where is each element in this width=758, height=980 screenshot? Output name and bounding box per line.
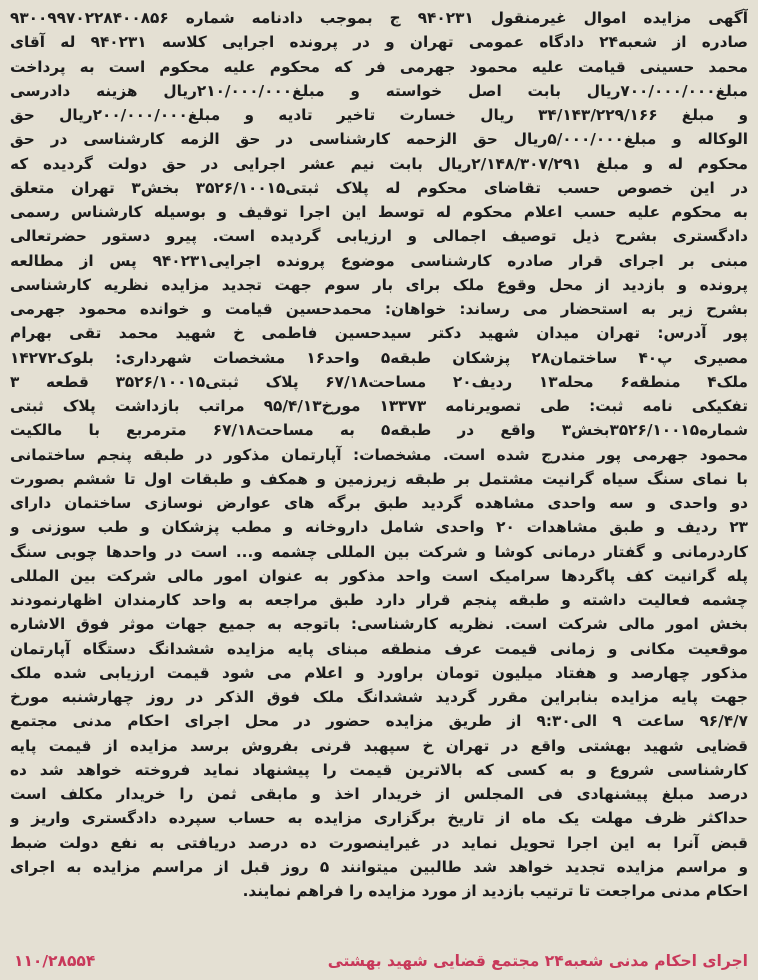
notice-line: و مبلغ ۳۴/۱۴۳/۲۲۹/۱۶۶ ریال خسارت تاخیر تادیه و مبلغ۲۰۰/۰۰۰/۰۰۰ریال حق [10,106,748,124]
notice-line: کاردرمانی و گفتار درمانی کوشا و شرکت بین المللی چشمه و... است در واحدها چوبی سنگ [10,542,748,561]
notice-line: مصیری پ۴۰ ساختمان۲۸ پزشکان طبقه۵ واحد۱۶ مشخصات شهرداری: بلوک۱۴۲۷۲ [10,348,748,367]
notice-body [10,6,748,903]
notice-line: چشمه فعالیت داشته و طبقه پنجم قرار دارد طبق مراجعه به واحد کارمندان اظهارنمودند [10,591,748,609]
issuer-signature: اجرای احکام مدنی شعبه۲۴ مجتمع قضایی شهید بهشتی [327,952,748,970]
notice-line: شماره۳۵۲۶/۱۰۰۱۵بخش۳ واقع در طبقه۵ به مساحت۶۷/۱۸ مترمربع با مالکیت [10,421,748,440]
notice-line: جهت پایه مزایده بنابراین مقرر گردید ششدانگ ملک فوق الذکر در روز چهارشنبه مورخ [10,688,748,706]
notice-line: ۹۶/۴/۷ ساعت ۹ الی۹:۳۰ از طریق مزایده حضور در محل اجرای احکام مدنی مجتمع [10,712,748,731]
notice-line: بشرح زیر به استحضار می رساند: خواهان: محمدحسین قیامت و خوانده محمود جهرمی [10,300,748,318]
notice-line: به محکوم علیه حسب اعلام محکوم له توسط این اجرا توقیف و بوسیله کارشناس رسمی [10,203,748,221]
notice-line: مبنی بر اجرای قرار صادره کارشناسی موضوع پرونده اجرایی۹۴۰۲۳۱ پس از مطالعه [10,251,748,270]
notice-line: محمد حسینی قیامت علیه محمود جهرمی فر که محکوم علیه محکوم است به پرداخت [10,57,748,76]
notice-line: محمود جهرمی پور مندرج شده است. مشخصات: آپارتمان مذکور در طبقه پنجم ساختمانی [10,445,748,464]
notice-line: با نمای سنگ سیاه گرانیت مشتمل بر طبقه زیرزمین و همکف و طبقات اول تا ششم بصورت [10,469,748,488]
notice-line: درصد مبلغ پیشنهادی فی المجلس از خریدار اخذ و مابقی ثمن را خریدار مکلف است [10,785,748,803]
notice-line: مبلغ۷۰۰/۰۰۰/۰۰۰ریال بابت اصل خواسته و مبلغ۲۱۰/۰۰۰/۰۰۰ریال هزینه دادرسی [10,81,748,100]
notice-line: احکام مدنی مراجعت تا ترتیب بازدید از مورد مزایده را فراهم نمایند. [242,882,748,900]
notice-footer [10,948,748,974]
notice-line: قضایی شهید بهشتی واقع در تهران خ سپهبد قرنی بفروش برسد مزایده از قیمت پایه [10,736,748,755]
notice-line: صادره از شعبه۲۴ دادگاه عمومی تهران و در پرونده اجرایی کلاسه ۹۴۰۲۳۱ له آقای [10,33,748,52]
notice-code: ۱۱۰/۲۸۵۵۴ [14,952,96,970]
notice-line: دادگستری بشرح ذیل توصیف اجمالی و ارزیابی گردیده است. پیرو دستور حضرتعالی [10,227,748,246]
notice-line: کارشناسی شروع و به کسی که بالاترین قیمت را پیشنهاد نماید فروخته خواهد شد ده [10,760,748,779]
notice-line: حداکثر ظرف مهلت یک ماه از تاریخ برگزاری مزایده به حساب سپرده دادگستری واریز و [10,809,748,828]
notice-line: پور آدرس: تهران میدان شهید دکتر سیدحسین فاطمی خ شهید محمد تقی بهرام [10,324,748,343]
notice-line: دو واحدی و سه واحدی مشاهده گردید طبق برگه های عوارض نوسازی ساختمان دارای [10,494,748,512]
notice-line: موقعیت مکانی و زمانی قیمت عرف منطقه مبنای پایه مزایده ششدانگ دستگاه آپارتمان [10,639,748,658]
notice-line: ملک۴ منطقه۶ محله۱۳ ردیف۲۰ مساحت۶۷/۱۸ پلاک ثبتی۳۵۲۶/۱۰۰۱۵ قطعه ۳ [10,372,748,391]
notice-line: در این خصوص حسب تقاضای محکوم له پلاک ثبتی۳۵۲۶/۱۰۰۱۵ بخش۳ تهران متعلق [10,178,748,197]
notice-line: پرونده و بازدید از محل وقوع ملک برای بار سوم جهت تجدید مزایده نظریه کارشناسی [10,275,748,294]
notice-line: و مراسم مزایده تجدید خواهد شد طالبین میتوانند ۵ روز قبل از مراسم مزایده به اجرای [10,857,748,876]
notice-line: قبض آنرا به این اجرا تحویل نماید در غیراینصورت ده درصد دریافتی به نفع دولت ضبط [10,833,748,852]
notice-line: الوکاله و مبلغ۵/۰۰۰/۰۰۰ریال حق الزحمه کارشناسی در حق الزمه کارشناسی در حق [10,130,748,149]
notice-line: بخش امور مالی شرکت است. نظریه کارشناسی: باتوجه به جمیع جهات موثر فوق الاشاره [10,615,748,634]
notice-line: محکوم له و مبلغ ۲/۱۴۸/۳۰۷/۲۹۱ریال بابت نیم عشر اجرایی در حق دولت گردیده که [10,154,748,173]
notice-line: آگهی مزایده اموال غیرمنقول ۹۴۰۲۳۱ ج بموجب دادنامه شماره ۹۳۰۰۹۹۷۰۲۲۸۴۰۰۸۵۶ [10,9,748,27]
notice-line: مذکور چهارصد و هفتاد میلیون تومان براورد و اعلام می شود قیمت ارزیابی شده ملک [10,663,748,682]
notice-line: تفکیکی نامه ثبت: طی تصویرنامه ۱۳۳۷۳ مورخ۹۵/۴/۱۳ مراتب بازداشت پلاک ثبتی [10,397,748,415]
notice-line: پله گرانیت کف پاگردها سرامیک است واحد مذکور به عنوان امور مالی شرکت بین المللی [10,566,748,585]
notice-line: ۲۳ ردیف و طبق مشاهدات ۲۰ واحدی شامل داروخانه و مطب پزشکان و طب سوزنی و [10,518,748,537]
